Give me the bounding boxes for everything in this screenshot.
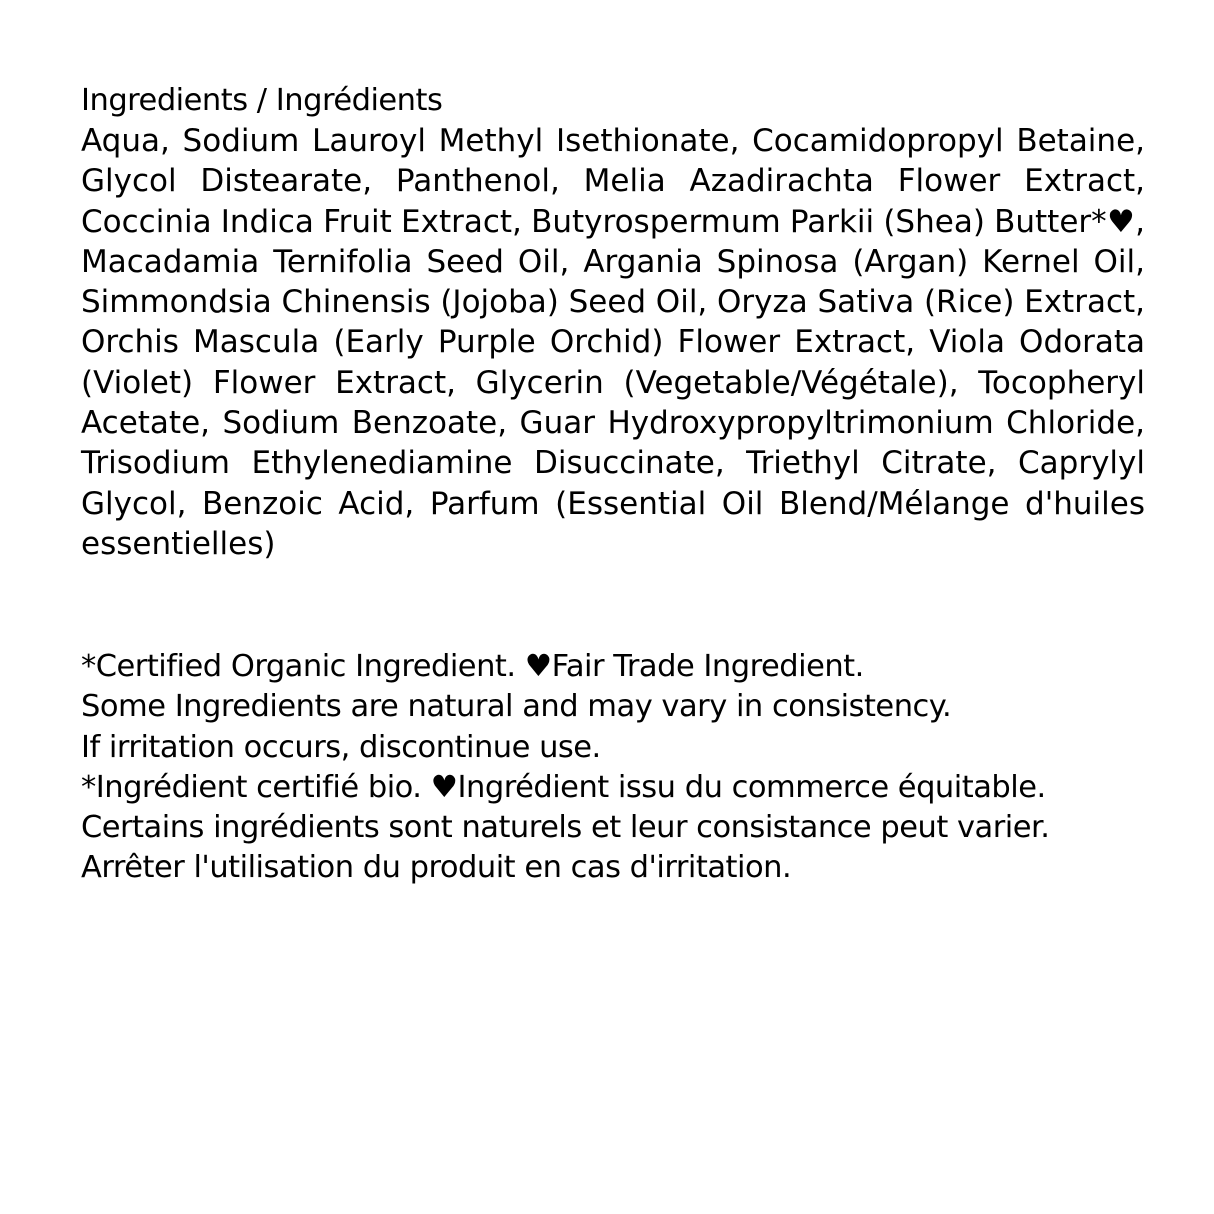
ingredient-notes xyxy=(81,647,1145,889)
note-irritation-en: If irritation occurs, discontinue use. xyxy=(81,729,601,765)
note-certified-organic-en: *Certified Organic Ingredient. ♥Fair Trade Ingredient. xyxy=(81,649,864,684)
ingredients-heading: Ingredients / Ingrédients xyxy=(81,83,443,118)
note-natural-variation-en: Some Ingredients are natural and may vary in consistency. xyxy=(81,689,952,725)
note-french: *Ingrédient certifié bio. ♥Ingrédient issu du commerce équitable. Certains ingrédients sont naturels et leur consistance peut varier. Arrêter l'utilisation du produit en cas d'irritation. xyxy=(81,769,1050,886)
ingredients-list: Aqua, Sodium Lauroyl Methyl Isethionate, Cocamidopropyl Betaine, Glycol Distearate, Panthenol, Melia Azadirachta Flower Extract, Coccinia Indica Fruit Extract, Butyrospermum Parkii (Shea) Butter*♥, Macadamia Ternifolia Seed Oil, Argania Spinosa (Argan) Kernel Oil, Simmondsia Chinensis (Jojoba) Seed Oil, Oryza Sativa (Rice) Extract, Orchis Mascula (Early Purple Orchid) Flower Extract, Viola Odorata (Violet) Flower Extract, Glycerin (Vegetable/Végétale), Tocopheryl Acetate, Sodium Benzoate, Guar Hydroxypropyltrimonium Chloride, Trisodium Ethylenediamine Disuccinate, Triethyl Citrate, Caprylyl Glycol, Benzoic Acid, Parfum (Essential Oil Blend/Mélange d'huiles essentielles) xyxy=(81,123,1145,562)
